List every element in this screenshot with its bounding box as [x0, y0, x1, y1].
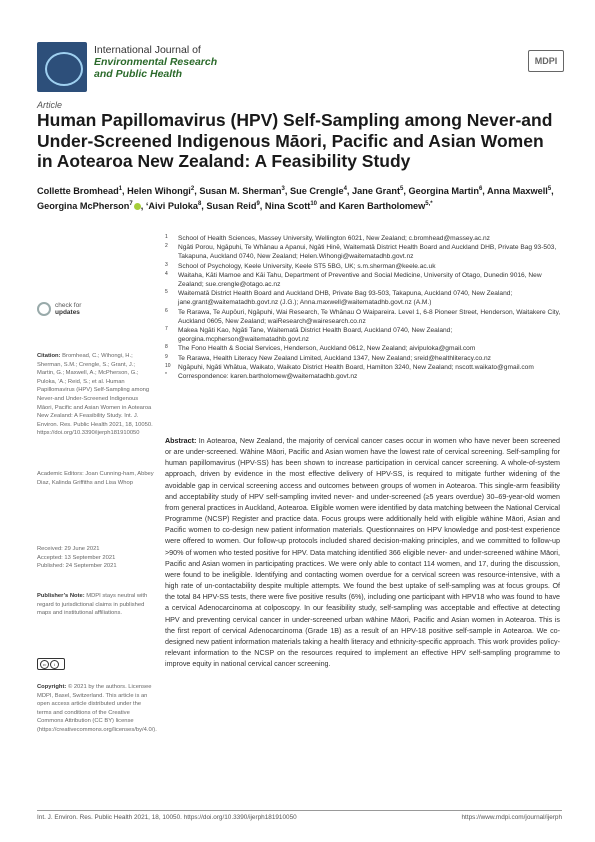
editors-label: Academic Editors:: [37, 471, 84, 477]
author-name[interactable]: Collette Bromhead: [37, 186, 119, 197]
journal-logo: [37, 42, 87, 92]
author-affiliation-number: 8: [197, 201, 202, 208]
affiliation-item: [165, 344, 565, 353]
author-affiliation-number: 5,*: [425, 201, 433, 208]
author-name[interactable]: Susan M. Sherman: [199, 186, 282, 197]
author-name[interactable]: Georgina Martin: [408, 186, 479, 197]
affiliation-item: [165, 308, 565, 326]
affiliation-number: 10: [165, 362, 171, 369]
abstract-text: In Aotearoa, New Zealand, the majority of cervical cancer cases occur in women who have never been screened or are under-screened. Wāhine Māori, Pacific and Asian women have the lowest rate of cervical screening. Self-sampling for human papillomavirus (HPV-SS) has been shown to increase participation in cervical cancer screening. A whole-of-system approach, driven by evidence in the most effective delivery of HPV-SS, is required to mitigate further widening of the avoidable gap in cervical screening access and outcomes between groups of women in Aotearoa. This single-arm feasibility and acceptability study of HPV self-sampling invited never- and under-screened (≥5 years overdue) 30–69-year-old women from general practices in Auckland, Aotearoa. Eligible women were identified by data matching between the National Cervical Programme (NCSP) Register and practice data. Focus groups were additionally held with eligible wāhine Māori, Asian and Pacific women to co-design new patient information materials. Questionnaires on HPV knowledge and post-test experience were offered to women. Our follow-up protocols included shared decision-making principles, and we committed to follow-up >90% of women who tested positive for HPV. Data matching identified 366 eligible never- and under-screened wāhine Māori, Pacific and Asian women in participating practices. We were only able to contact 114 women, and 17, during the discussion, were found to be ineligible. Identifying and contacting women overdue for a cervical screen was resource-intensive, with a high rate of un-contactability despite multiple attempts. We found the best uptake of self-sampling was at focus groups. Of the total 84 HPV-SS tests, there were five positive results (6%), including one participant with HPV18 who was found to have a cervical Adenocarcinoma at colposcopy. In our feasibility study, self-sampling was acceptable and effective at detecting HPV and preventing cervical cancer in under-screened urban wāhine Māori, Pacific and Asian women in Aotearoa. This is the first report of cervical Adenocarcinoma (Grade 1B) as a result of an HPV-18 positive self-sample in Aotearoa. We co-designed new patient information materials taking a health literacy and ethnicity-specific approach. This work provides policy-relevant information to the NCSP on the resources required to implement an effective HPV self-sampling programme to improve equity in national cervical cancer screening.: [165, 437, 560, 669]
article-type: Article: [37, 100, 63, 110]
affiliation-number: 8: [165, 344, 168, 351]
author-separator: ,: [201, 201, 207, 212]
author-list: [37, 183, 562, 213]
journal-name-line2: Environmental Research: [94, 56, 218, 68]
abstract: [165, 436, 560, 670]
citation-label: Citation:: [37, 353, 61, 359]
affiliation-text: School of Psychology, Keele University, Keele ST5 5BG, UK; s.m.sherman@keele.ac.uk: [178, 262, 436, 270]
author-name[interactable]: Georgina McPherson: [37, 201, 130, 212]
author-separator: and: [317, 201, 339, 212]
affiliation-item: [165, 271, 565, 289]
affiliation-number: 9: [165, 353, 168, 360]
dates-block: [37, 545, 154, 571]
affiliation-item: [165, 289, 565, 307]
affiliation-number: *: [165, 372, 167, 379]
affiliation-text: The Fono Health & Social Services, Henderson, Auckland 0612, New Zealand; aivipuloka@gmail.com: [178, 345, 476, 353]
orcid-icon[interactable]: [134, 203, 141, 210]
author-affiliation-number: 9: [256, 201, 260, 208]
author-affiliation-number: 6: [478, 186, 483, 192]
affiliation-number: 1: [165, 234, 168, 240]
affiliation-item: [165, 372, 565, 381]
affiliation-number: 2: [165, 243, 168, 250]
author-separator: ,: [551, 186, 554, 197]
author-name[interactable]: Anna Maxwell: [487, 186, 548, 197]
affiliation-number: 3: [165, 261, 168, 268]
author-affiliation-number: 1: [118, 186, 123, 192]
affiliation-text: Correspondence: karen.bartholomew@waitematadhb.govt.nz: [178, 373, 358, 381]
author-name[interactable]: Helen Wihongi: [127, 186, 191, 197]
copyright-block: [37, 683, 157, 735]
published-date: Published: 24 September 2021: [37, 563, 117, 570]
affiliation-text: Te Rarawa, Health Literacy New Zealand Limited, Auckland 1347, New Zealand; sreid@healthliteracy.co.nz: [178, 354, 491, 362]
affiliations: [165, 234, 565, 381]
journal-name: [94, 44, 217, 80]
affiliation-number: 4: [165, 270, 168, 277]
footer-journal-link[interactable]: https://www.mdpi.com/journal/ijerph: [461, 814, 562, 821]
affiliation-number: 6: [165, 307, 168, 314]
paper-title: Human Papillomavirus (HPV) Self-Sampling among Never-and Under-Screened Indigenous Māori, Pacific and Asian Women in Aotearoa New Zealand: A Feasibility Study: [37, 110, 553, 171]
copyright-text: © 2021 by the authors. Licensee MDPI, Basel, Switzerland. This article is an open access article distributed under the terms and conditions of the Creative Commons Attribution (CC BY) license (https://creativecommons.org/licenses/by/4.0/).: [37, 684, 157, 733]
author-separator: ,: [284, 186, 290, 197]
footer-citation[interactable]: Int. J. Environ. Res. Public Health 2021, 18, 10050. https://doi.org/10.3390/ijerph181910050: [37, 814, 297, 821]
author-name[interactable]: Sue Crengle: [289, 186, 344, 197]
check-updates-line1: check for: [55, 302, 82, 309]
author-name[interactable]: Susan Reid: [206, 201, 257, 212]
affiliation-number: 5: [165, 289, 168, 296]
accepted-date: Accepted: 13 September 2021: [37, 554, 116, 561]
affiliation-item: [165, 354, 565, 363]
affiliation-text: Ngāti Porou, Ngāpuhi, Te Whānau a Apanui, Ngāti Hinē, Waitematā District Health Board and Auckland DHB, Private Bag 93-503, Takapuna, Auckland 0740, New Zealand; Helen.Wihongi@waitematadhb.govt.nz: [178, 244, 557, 261]
affiliation-text: Makea Ngāti Kao, Ngāti Tane, Waitematā District Health Board, Auckland 0740, New Zealand; georgina.mcpherson@waitematadhb.govt.nz: [178, 327, 453, 344]
author-separator: ,: [259, 201, 265, 212]
affiliation-text: Waitaha, Kāti Mamoe and Kāi Tahu, Department of Preventive and Social Medicine, University of Otago, Dunedin 9016, New Zealand; sue.crengle@otago.ac.nz: [178, 271, 542, 289]
author-name[interactable]: Jane Grant: [352, 186, 401, 197]
publisher-note: [37, 592, 154, 618]
check-for-updates-button[interactable]: [37, 302, 97, 320]
author-name[interactable]: Karen Bartholomew: [338, 201, 426, 212]
check-updates-line2: updates: [55, 309, 80, 316]
received-date: Received: 29 June 2021: [37, 546, 100, 552]
journal-name-line3: and Public Health: [94, 68, 183, 80]
affiliation-item: [165, 363, 565, 372]
citation-text: Bromhead, C.; Wihongi, H.; Sherman, S.M.; Crengle, S.; Grant, J.; Martin, G.; Maxwell, A.; McPherson, G.; Puloka, ‘A.; Reid, S.; et al. Human Papillomavirus (HPV) Self-Sampling among Never-and Under-Screened Indigenous Māori, Pacific and Asian Women in Aotearoa New Zealand: A Feasibility Study. Int. J. Environ. Res. Public Health 2021, 18, 10050. https://doi.org/10.3390/ijerph181910050: [37, 353, 153, 437]
cc-license-badge[interactable]: [37, 658, 65, 670]
author-affiliation-number: 10: [310, 201, 318, 208]
affiliation-item: [165, 262, 565, 271]
author-separator: ,: [194, 186, 200, 197]
author-separator: ,: [346, 186, 353, 197]
affiliation-text: Ngāpuhi, Ngāti Whātua, Waikato, Waikato District Health Board, Hamilton 3240, New Zealand; nscott.waikato@gmail.com: [178, 363, 534, 371]
copyright-label: Copyright:: [37, 684, 67, 690]
affiliation-number: 7: [165, 326, 168, 333]
mdpi-logo: MDPI: [528, 50, 564, 72]
check-updates-icon: [37, 302, 51, 316]
affiliation-text: Te Rarawa, Te Aupōuri, Ngāpuhi, Wai Research, Te Whānau O Waipareira. Level 1, 6-8 Pioneer Street, Henderson, Waitakere City, Auckland 0605, New Zealand; waiResearch@wairesearch.co.nz: [178, 308, 561, 325]
author-separator: ,: [482, 186, 488, 197]
author-affiliation-number: 5: [400, 186, 404, 192]
author-name[interactable]: ‘Aivi Puloka: [145, 201, 198, 212]
publisher-note-text: MDPI stays neutral with regard to jurisdictional claims in published maps and institutional affiliations.: [37, 593, 148, 617]
author-separator: ,: [122, 186, 128, 197]
author-affiliation-number: 2: [190, 186, 195, 192]
citation-block: [37, 352, 154, 438]
affiliation-item: [165, 326, 565, 344]
journal-name-line1: International Journal of: [94, 44, 201, 56]
author-affiliation-number: 5: [547, 186, 552, 192]
affiliation-text: Waitematā District Health Board and Auckland DHB, Private Bag 93-503, Takapuna, Auckland 0740, New Zealand; jane.grant@waitematadhb.govt.nz (J.G.); Anna.maxwell@waitematadhb.govt.nz (A.M.): [178, 290, 513, 307]
affiliation-item: [165, 243, 565, 261]
cc-icon: cc: [40, 660, 49, 669]
footer-divider: [37, 810, 562, 811]
academic-editors: [37, 470, 154, 487]
editors-text: Joan Cunning-ham, Abbey Diaz, Kalinda Griffiths and Lisa Whop: [37, 471, 154, 486]
affiliation-text: School of Health Sciences, Massey University, Wellington 6021, New Zealand; c.bromhead@massey.ac.nz: [178, 235, 490, 242]
author-separator: ,: [140, 201, 146, 212]
abstract-label: Abstract:: [165, 437, 197, 445]
author-name[interactable]: Nina Scott: [264, 201, 311, 212]
affiliation-item: [165, 234, 565, 243]
author-affiliation-number: 4: [343, 186, 347, 192]
author-affiliation-number: 7: [129, 201, 133, 208]
publisher-note-label: Publisher’s Note:: [37, 593, 85, 599]
by-icon: i: [50, 660, 59, 669]
author-separator: ,: [403, 186, 409, 197]
author-affiliation-number: 3: [281, 186, 285, 192]
